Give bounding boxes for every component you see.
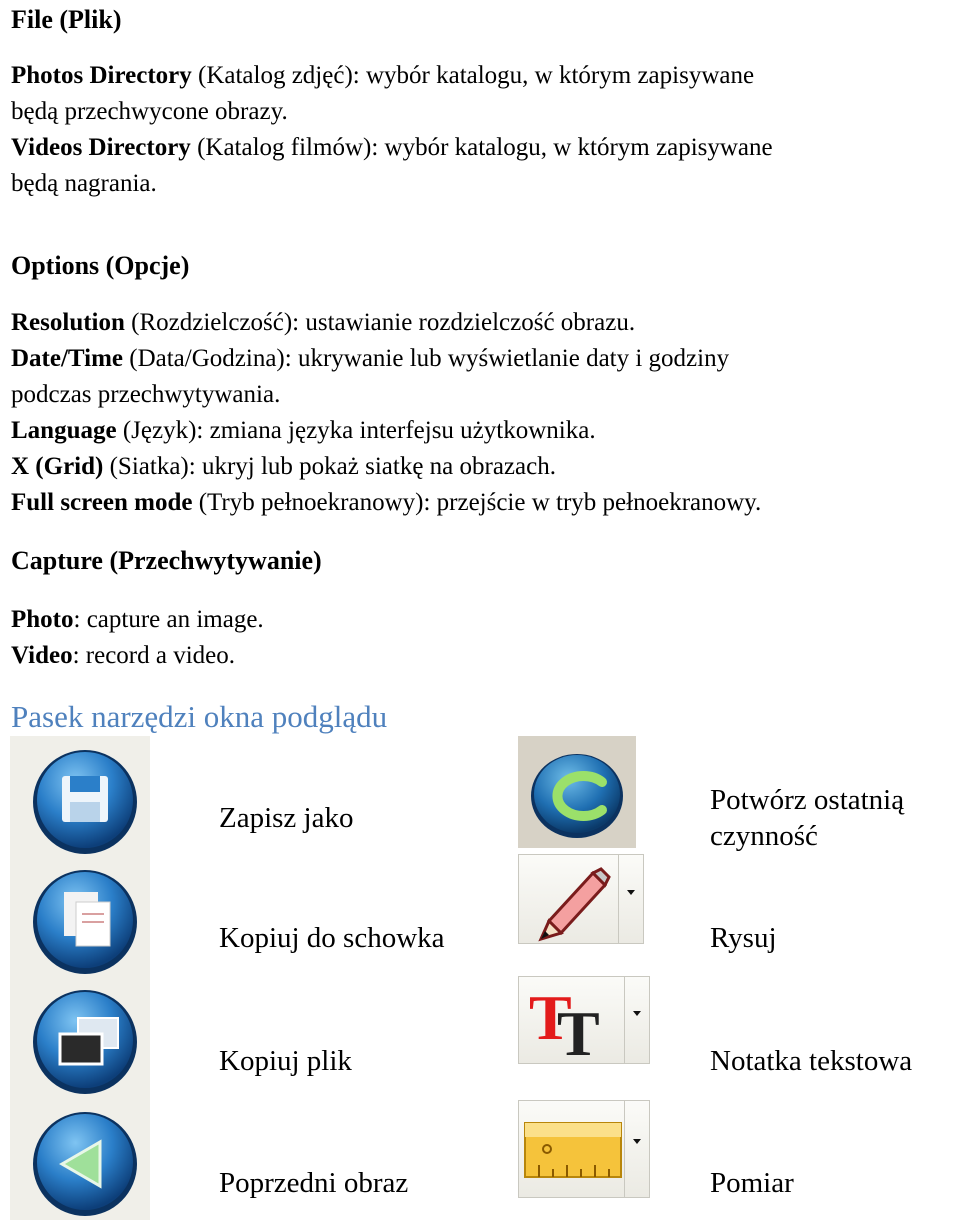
measure-button[interactable] (518, 1100, 650, 1198)
svg-text:T: T (529, 982, 572, 1053)
text-note-label: Notatka tekstowa (710, 1045, 913, 1077)
pencil-icon (519, 855, 615, 943)
text-note-icon (519, 977, 623, 1063)
ruler-icon (519, 1101, 623, 1197)
draw-button[interactable] (518, 854, 644, 944)
toolbar-heading: Pasek narzędzi okna podglądu (11, 699, 388, 734)
text-note-dropdown-arrow[interactable] (624, 977, 649, 1063)
measure-label: Pomiar (710, 1167, 794, 1199)
options-line-6: Full screen mode (Tryb pełnoekranowy): przejście w tryb pełnoekranowy. (11, 489, 762, 516)
copy-clipboard-icon[interactable] (10, 856, 150, 976)
svg-text:T: T (557, 998, 600, 1063)
options-line-4: Language (Język): zmiana języka interfejsu użytkownika. (11, 417, 596, 444)
options-line-5: X (Grid) (Siatka): ukryj lub pokaż siatkę na obrazach. (11, 453, 556, 480)
redo-label-line1: Potwórz ostatnią (710, 784, 905, 816)
file-line-2: będą przechwycone obrazy. (11, 98, 288, 125)
text-note-button[interactable] (518, 976, 650, 1064)
file-line-4: będą nagrania. (11, 170, 157, 197)
options-line-3: podczas przechwytywania. (11, 381, 281, 408)
previous-image-icon[interactable] (10, 1098, 150, 1220)
previous-image-label: Poprzedni obraz (219, 1167, 409, 1199)
measure-dropdown-arrow[interactable] (624, 1101, 649, 1197)
chevron-down-icon (633, 1139, 641, 1144)
save-icon[interactable] (10, 736, 150, 856)
copy-file-label: Kopiuj plik (219, 1045, 352, 1077)
draw-label: Rysuj (710, 922, 777, 954)
redo-icon[interactable] (518, 736, 636, 848)
file-heading: File (Plik) (11, 5, 122, 34)
copy-file-icon[interactable] (10, 976, 150, 1098)
capture-line-2: Video: record a video. (11, 642, 236, 669)
options-line-1: Resolution (Rozdzielczość): ustawianie rozdzielczość obrazu. (11, 309, 636, 336)
redo-label-line2: czynność (710, 820, 818, 852)
chevron-down-icon (633, 1011, 641, 1016)
capture-heading: Capture (Przechwytywanie) (11, 546, 322, 575)
save-label: Zapisz jako (219, 802, 354, 834)
draw-dropdown-arrow[interactable] (618, 855, 643, 943)
options-line-2: Date/Time (Data/Godzina): ukrywanie lub wyświetlanie daty i godziny (11, 345, 730, 372)
file-line-3: Videos Directory (Katalog filmów): wybór katalogu, w którym zapisywane (11, 134, 773, 161)
file-line-1: Photos Directory (Katalog zdjęć): wybór katalogu, w którym zapisywane (11, 62, 755, 89)
copy-clipboard-label: Kopiuj do schowka (219, 922, 445, 954)
chevron-down-icon (627, 890, 635, 895)
options-heading: Options (Opcje) (11, 251, 190, 280)
capture-line-1: Photo: capture an image. (11, 606, 264, 633)
